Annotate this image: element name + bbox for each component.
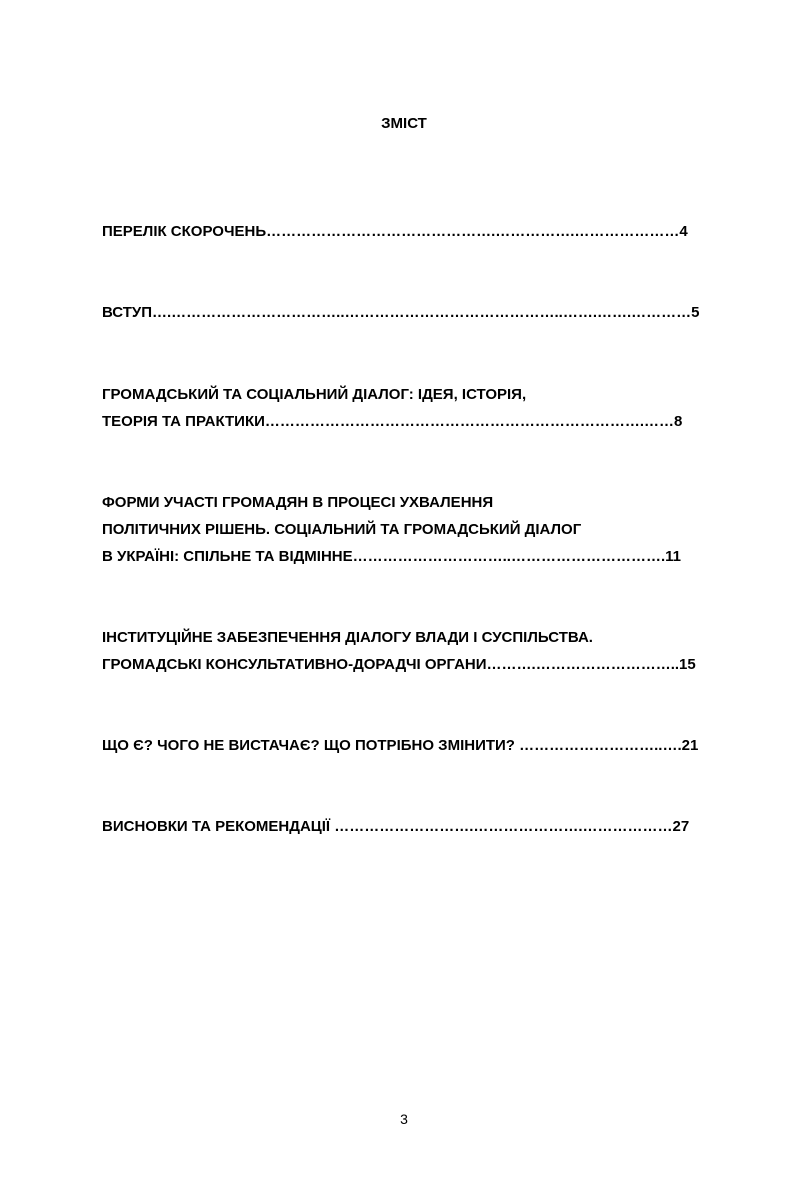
- toc-entry-conclusions: ВИСНОВКИ ТА РЕКОМЕНДАЦІЇ ……………………….………………….………………27: [102, 818, 690, 835]
- toc-entry-introduction: ВСТУП….……………………………..……………………………………..…….…….…………5: [102, 304, 700, 321]
- toc-entry-participation-forms-line-3: В УКРАЇНІ: СПІЛЬНЕ ТА ВІДМІННЕ…………………………..………………………….11: [102, 548, 681, 565]
- toc-entry-participation-forms-line-1: ФОРМИ УЧАСТІ ГРОМАДЯН В ПРОЦЕСІ УХВАЛЕННЯ: [102, 494, 494, 511]
- toc-entry-dialogue-theory-line-2: ТЕОРІЯ ТА ПРАКТИКИ………………………………………………………………….……8: [102, 413, 683, 430]
- page-title: ЗМІСТ: [381, 115, 427, 132]
- toc-entry-participation-forms-line-2: ПОЛІТИЧНИХ РІШЕНЬ. СОЦІАЛЬНИЙ ТА ГРОМАДСЬКИЙ ДІАЛОГ: [102, 521, 582, 538]
- toc-entry-what-is-missing: ЩО Є? ЧОГО НЕ ВИСТАЧАЄ? ЩО ПОТРІБНО ЗМІНИТИ? ………………………..….21: [102, 737, 699, 754]
- page-number: 3: [400, 1111, 408, 1127]
- toc-entry-abbreviations: ПЕРЕЛІК СКОРОЧЕНЬ……………………………………….…………….…………………4: [102, 223, 688, 240]
- toc-entry-institutional-support-line-1: ІНСТИТУЦІЙНЕ ЗАБЕЗПЕЧЕННЯ ДІАЛОГУ ВЛАДИ І СУСПІЛЬСТВА.: [102, 629, 593, 646]
- toc-entry-dialogue-theory-line-1: ГРОМАДСЬКИЙ ТА СОЦІАЛЬНИЙ ДІАЛОГ: ІДЕЯ, ІСТОРІЯ,: [102, 386, 527, 403]
- toc-entry-institutional-support-line-2: ГРОМАДСЬКІ КОНСУЛЬТАТИВНО-ДОРАДЧІ ОРГАНИ……….………………………..15: [102, 656, 696, 673]
